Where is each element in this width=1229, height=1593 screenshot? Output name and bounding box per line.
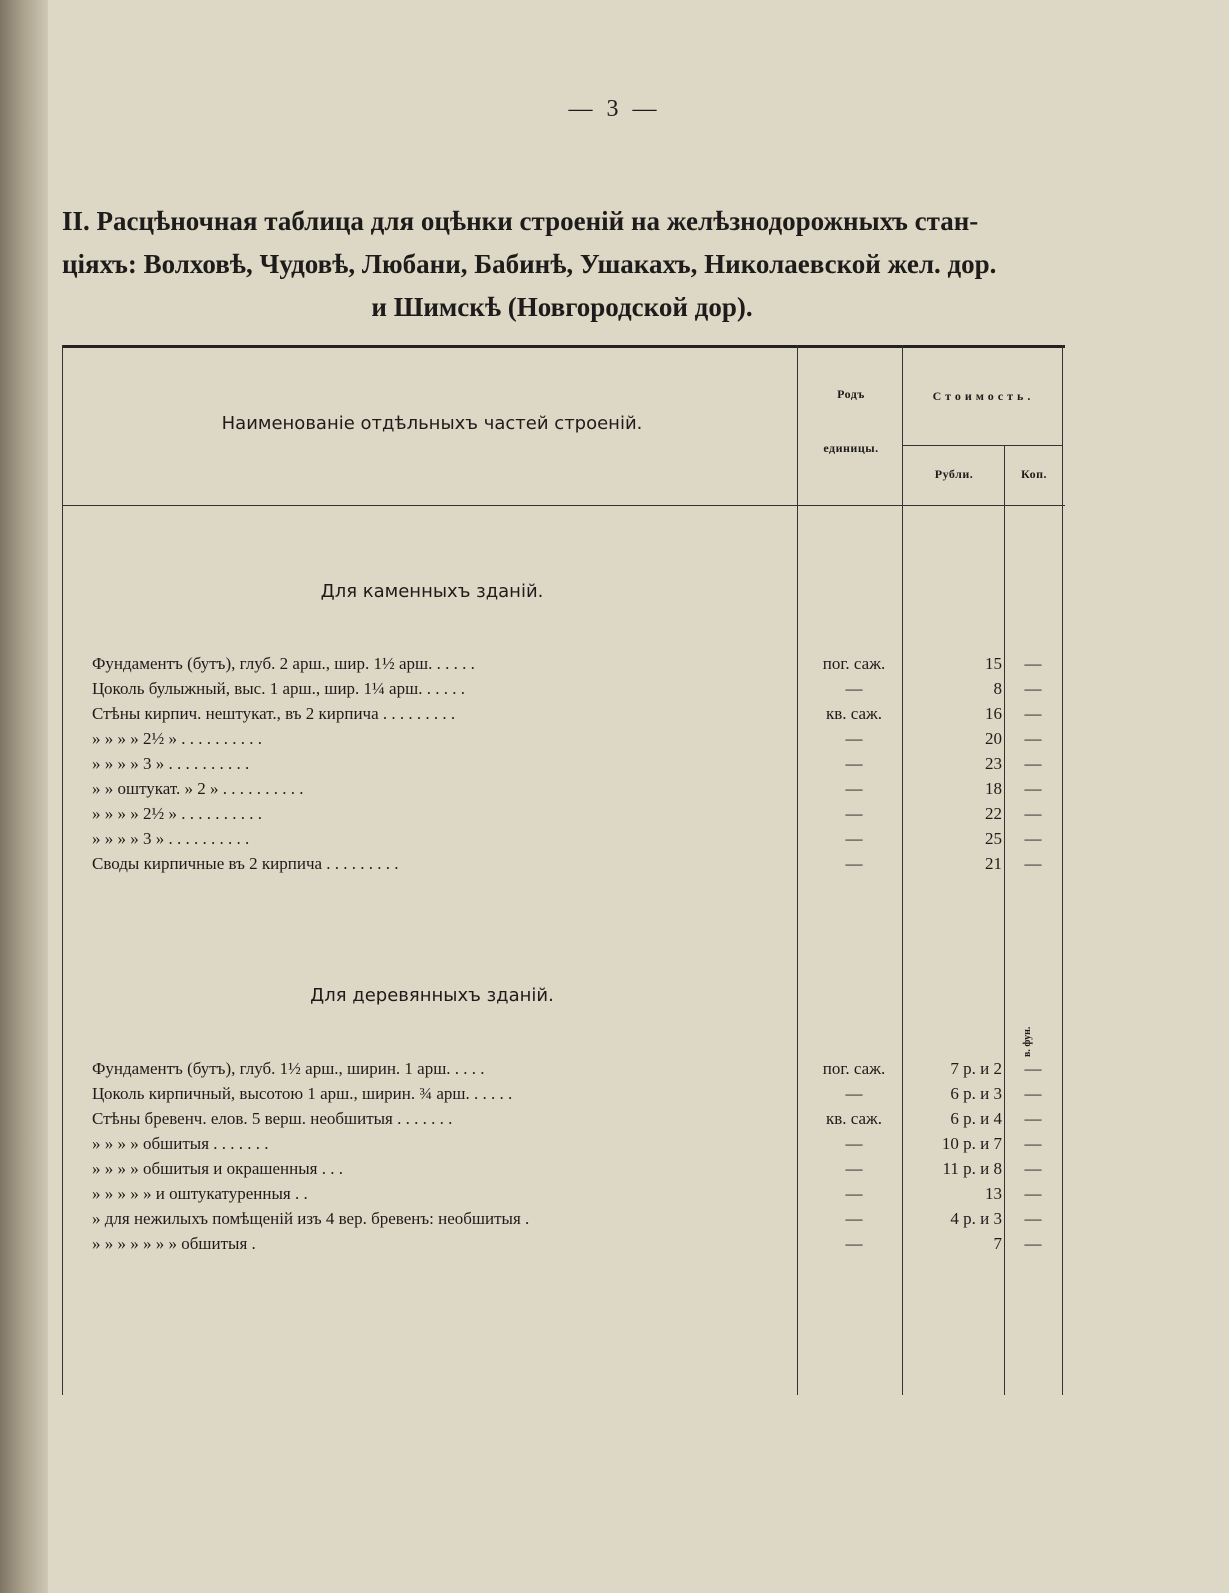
table-row [62,751,1065,776]
title-line-1: II. Расцѣночная таблица для оцѣнки строеній на желѣзнодорожныхъ стан- [62,206,979,236]
row-name: » » » » » и оштукатуренныя . . [92,1184,308,1203]
row-unit: — [845,729,863,748]
table-row [62,1081,1065,1106]
header-name: Наименованіе отдѣльныхъ частей строеній. [221,413,643,434]
header-kopecks: Коп. [1020,467,1048,481]
row-unit: — [845,679,863,698]
title-line-2: ціяхъ: Волховѣ, Чудовѣ, Любани, Бабинѣ, Ушакахъ, Николаевской жел. дор. [62,249,997,279]
row-rubles: 21 [985,854,1002,873]
row-rubles: 13 [985,1184,1002,1203]
table-row [62,1131,1065,1156]
row-kopecks: — [1024,754,1042,773]
row-unit: кв. саж. [825,1109,883,1128]
table-row [62,1156,1065,1181]
row-rubles: 7 р. и 2 [950,1059,1002,1078]
header-cost: Стоимость. [932,389,1035,403]
page-title [62,200,1062,329]
row-rubles: 4 р. и 3 [950,1209,1002,1228]
row-name: Фундаментъ (бутъ), глуб. 1½ арш., ширин. 1 арш. . . . . [92,1059,485,1078]
row-kopecks: — [1024,804,1042,823]
price-table [62,345,1065,1420]
table-row [62,776,1065,801]
row-unit: пог. саж. [822,654,886,673]
row-kopecks: — [1024,1184,1042,1203]
table-row [62,801,1065,826]
row-rubles: 8 [993,679,1002,698]
table-row [62,1181,1065,1206]
table-row [62,726,1065,751]
row-unit: — [845,829,863,848]
cost-header-rule [902,445,1062,446]
row-unit: кв. саж. [825,704,883,723]
row-name: Цоколь кирпичный, высотою 1 арш., ширин. ¾ арш. . . . . . [92,1084,513,1103]
section-title-stone: Для каменныхъ зданій. [320,581,544,602]
row-unit: пог. саж. [822,1059,886,1078]
row-name: » » оштукат. » 2 » . . . . . . . . . . [92,779,304,798]
row-kopecks: — [1024,854,1042,873]
table-row [62,1106,1065,1131]
row-kopecks: — [1024,1084,1042,1103]
row-kopecks: — [1024,779,1042,798]
row-unit: — [845,779,863,798]
row-rubles: 25 [985,829,1002,848]
row-rubles: 11 р. и 8 [942,1159,1002,1178]
row-kopecks: — [1024,704,1042,723]
row-name: Стѣны бревенч. елов. 5 верш. необшитыя . . . . . . . [92,1109,453,1128]
row-unit: — [845,1234,863,1253]
page-edge [0,0,48,1593]
row-kopecks: — [1024,679,1042,698]
side-note: в. фун. [1022,1026,1033,1057]
row-rubles: 23 [985,754,1002,773]
table-row [62,651,1065,676]
row-unit: — [845,804,863,823]
row-name: » » » » » » » обшитыя . [92,1234,256,1253]
row-name: Цоколь булыжный, выс. 1 арш., шир. 1¼ арш. . . . . . [92,679,465,698]
row-name: » » » » обшитыя и окрашенныя . . . [92,1159,343,1178]
table-row [62,701,1065,726]
row-unit: — [845,854,863,873]
row-rubles: 10 р. и 7 [941,1134,1002,1153]
row-unit: — [845,1084,863,1103]
row-rubles: 6 р. и 3 [950,1084,1002,1103]
row-unit: — [845,1184,863,1203]
header-unit-line2: единицы. [823,441,879,455]
row-kopecks: — [1024,654,1042,673]
row-name: » для нежилыхъ помѣщеній изъ 4 вер. бревенъ: необшитыя . [92,1209,530,1228]
row-kopecks: — [1024,1134,1042,1153]
row-kopecks: — [1024,1059,1042,1078]
row-rubles: 16 [985,704,1002,723]
header-unit-line1: Родъ [837,387,865,401]
row-name: » » » » 2½ » . . . . . . . . . . [92,729,262,748]
table-row [62,826,1065,851]
row-unit: — [845,1209,863,1228]
row-unit: — [845,754,863,773]
row-rubles: 22 [985,804,1002,823]
row-kopecks: — [1024,1159,1042,1178]
row-kopecks: — [1024,829,1042,848]
table-row [62,1206,1065,1231]
row-name: Стѣны кирпич. нештукат., въ 2 кирпича . . . . . . . . . [92,704,456,723]
row-rubles: 6 р. и 4 [950,1109,1002,1128]
row-name: » » » » 2½ » . . . . . . . . . . [92,804,262,823]
section-title-wood: Для деревянныхъ зданій. [310,985,554,1006]
row-name: » » » » обшитыя . . . . . . . [92,1134,269,1153]
table-row [62,1231,1065,1256]
row-name: » » » » 3 » . . . . . . . . . . [92,829,250,848]
row-rubles: 20 [985,729,1002,748]
row-kopecks: — [1024,1234,1042,1253]
table-row [62,851,1065,876]
page-number: — 3 — [568,96,661,122]
row-rubles: 18 [985,779,1002,798]
table-header-rule [62,505,1065,506]
title-line-3: и Шимскѣ (Новгородской дор). [371,292,753,322]
row-kopecks: — [1024,729,1042,748]
table-row [62,1056,1065,1081]
row-kopecks: — [1024,1209,1042,1228]
row-rubles: 15 [985,654,1002,673]
row-unit: — [845,1134,863,1153]
row-name: Своды кирпичные въ 2 кирпича . . . . . . . . . [92,854,399,873]
row-name: Фундаментъ (бутъ), глуб. 2 арш., шир. 1½ арш. . . . . . [92,654,475,673]
row-kopecks: — [1024,1109,1042,1128]
table-top-rule [62,345,1065,348]
row-rubles: 7 [993,1234,1002,1253]
header-rubles: Рубли. [934,467,974,481]
row-name: » » » » 3 » . . . . . . . . . . [92,754,250,773]
table-row [62,676,1065,701]
row-unit: — [845,1159,863,1178]
